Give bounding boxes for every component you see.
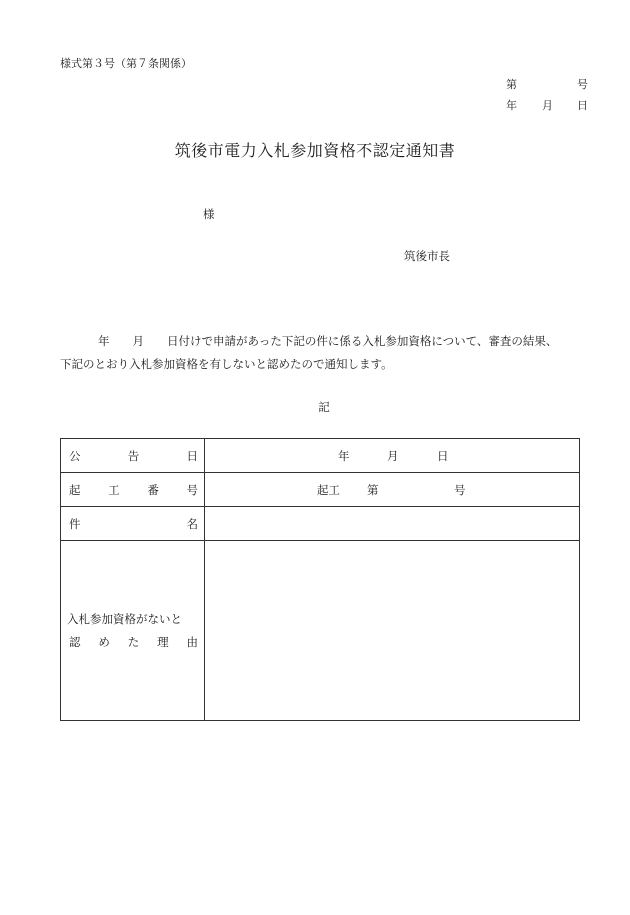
- table-row: [61, 541, 580, 721]
- doc-number-prefix: 第: [506, 78, 517, 91]
- reason-label: 入札参加資格がないと 認 め た 理 由: [61, 541, 205, 721]
- table-row: [61, 507, 580, 541]
- body-line-1: 年 月 日付けで申請があった下記の件に係る入札参加資格について、審査の結果、: [98, 334, 558, 348]
- announcement-date-label: 公 告 日: [61, 439, 205, 473]
- details-table: [60, 438, 580, 721]
- subject-name-label: 件 名: [61, 507, 205, 541]
- body-line-2: 下記のとおり入札参加資格を有しないと認めたので通知します。: [60, 357, 393, 371]
- ki-heading: 記: [318, 400, 330, 414]
- subject-name-value: [205, 507, 580, 541]
- project-number-label: 起 工 番 号: [61, 473, 205, 507]
- date-month-label: 月: [542, 99, 553, 112]
- date-year-label: 年: [506, 99, 517, 112]
- project-number-value: 起工 第 号: [205, 473, 580, 507]
- document-title: 筑後市電力入札参加資格不認定通知書: [174, 141, 456, 160]
- date-day-label: 日: [577, 99, 588, 112]
- doc-number-suffix: 号: [577, 78, 588, 91]
- table-row: [61, 473, 580, 507]
- form-number: 様式第３号（第７条関係）: [60, 57, 192, 70]
- issuer-name: 筑後市長: [404, 249, 450, 263]
- addressee-honorific: 様: [203, 207, 215, 221]
- reason-value: [205, 541, 580, 721]
- announcement-date-value: 年 月 日: [205, 439, 580, 473]
- table-row: [61, 439, 580, 473]
